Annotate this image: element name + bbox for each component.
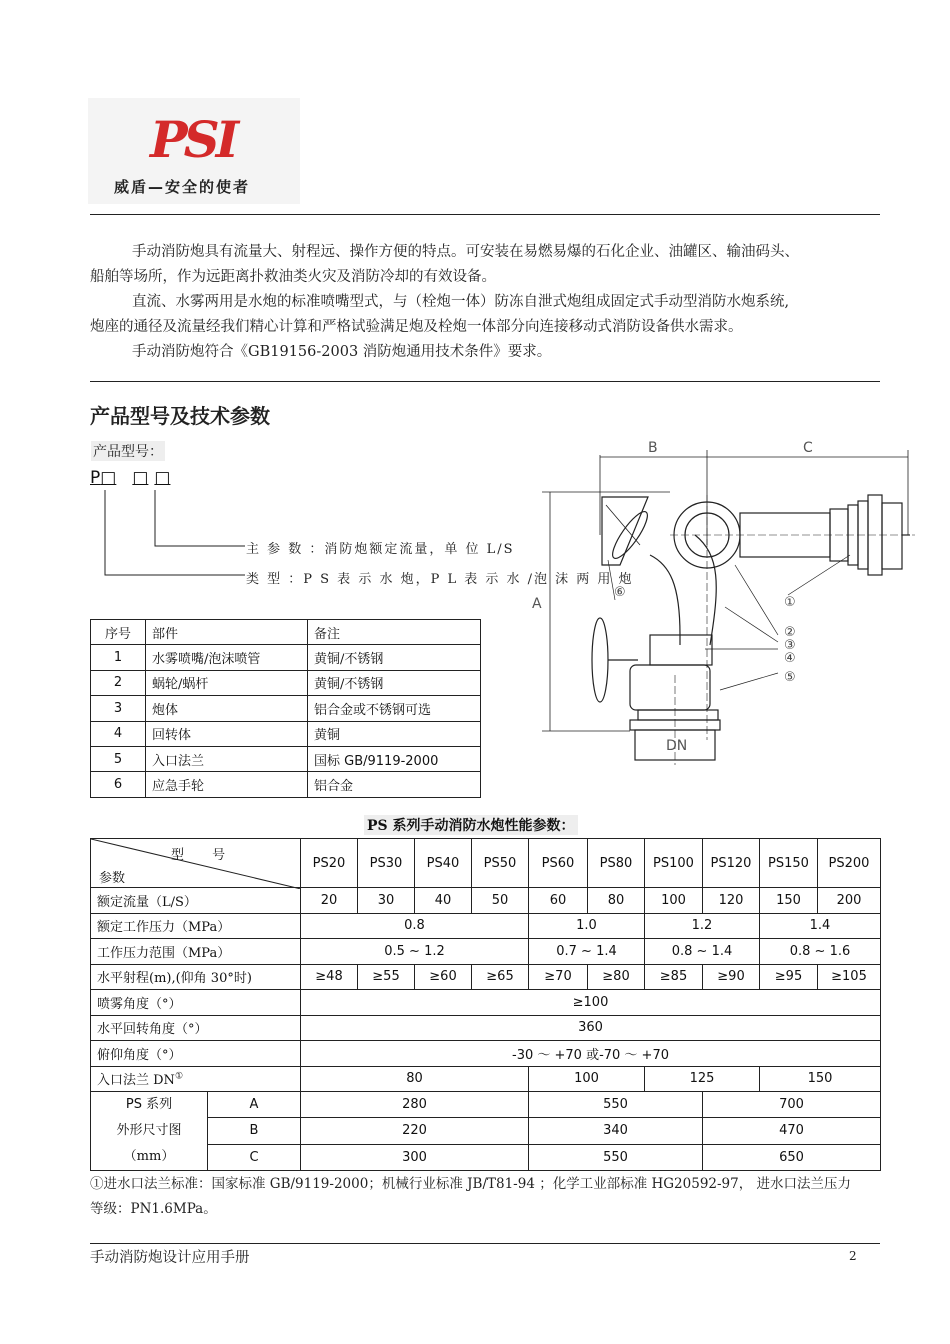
parts-cell: 黄铜/不锈钢 xyxy=(308,645,481,670)
model-header: PS120 xyxy=(703,839,760,888)
perf-cell: 0.8 xyxy=(301,913,529,939)
perf-cell: 80 xyxy=(588,888,645,914)
parts-cell: 3 xyxy=(91,696,146,721)
dims-label-line: 外形尺寸图 xyxy=(116,1123,182,1138)
intro-paragraph-3 xyxy=(90,340,880,365)
corner-bottom-label: 参数 xyxy=(99,871,126,886)
intro-paragraph-1 xyxy=(90,240,880,290)
model-header: PS200 xyxy=(818,839,881,888)
table-row xyxy=(91,939,881,965)
table-row xyxy=(91,964,881,990)
row-label: 俯仰角度（°） xyxy=(91,1041,301,1067)
model-header: PS20 xyxy=(301,839,358,888)
parts-cell: 国标 GB/9119-2000 xyxy=(308,746,481,771)
monitor-drawing xyxy=(520,435,920,765)
intro-line: 炮座的通径及流量经我们精心计算和严格试验满足炮及栓炮一体部分向连接移动式消防设备供水需求。 xyxy=(90,319,743,335)
model-header: PS80 xyxy=(588,839,645,888)
company-logo: PSI xyxy=(150,110,236,169)
footer-rule xyxy=(90,1243,880,1244)
perf-cell: 1.2 xyxy=(645,913,760,939)
table-row xyxy=(91,772,481,797)
parts-cell: 水雾喷嘴/泡沫喷管 xyxy=(146,645,308,670)
perf-cell: 470 xyxy=(703,1118,881,1144)
parts-header-row xyxy=(91,620,481,645)
model-code-box: □ xyxy=(154,468,171,488)
parts-cell: 黄铜/不锈钢 xyxy=(308,670,481,695)
callout-5: ⑤ xyxy=(784,670,796,685)
perf-cell: ≥95 xyxy=(760,964,818,990)
dim-label-c: C xyxy=(803,440,813,456)
header-rule xyxy=(90,214,880,215)
footer-title: 手动消防炮设计应用手册 xyxy=(90,1250,250,1266)
perf-cell: ≥85 xyxy=(645,964,703,990)
perf-cell: 280 xyxy=(301,1092,529,1118)
perf-cell: 0.5 ~ 1.2 xyxy=(301,939,529,965)
intro-paragraph-2 xyxy=(90,290,880,340)
parts-cell: 1 xyxy=(91,645,146,670)
perf-cell: 125 xyxy=(645,1066,760,1092)
parts-cell: 黄铜 xyxy=(308,721,481,746)
parts-header-cell: 部件 xyxy=(146,620,308,645)
dims-label-line: （mm） xyxy=(123,1149,175,1164)
table-row xyxy=(91,645,481,670)
perf-cell: 100 xyxy=(529,1066,645,1092)
model-header: PS50 xyxy=(472,839,529,888)
table-row xyxy=(91,1092,881,1118)
perf-cell: 0.8 ~ 1.4 xyxy=(645,939,760,965)
parts-cell: 6 xyxy=(91,772,146,797)
parts-header-cell: 序号 xyxy=(91,620,146,645)
perf-cell: ≥70 xyxy=(529,964,588,990)
perf-cell: ≥100 xyxy=(301,990,881,1016)
perf-cell: 150 xyxy=(760,1066,881,1092)
footnote xyxy=(90,1172,885,1222)
model-code-box: □ xyxy=(132,468,149,488)
perf-cell: 650 xyxy=(703,1144,881,1170)
perf-cell: ≥105 xyxy=(818,964,881,990)
perf-table xyxy=(90,838,881,1171)
perf-cell: 300 xyxy=(301,1144,529,1170)
table-row xyxy=(91,670,481,695)
row-label: 额定流量（L/S） xyxy=(91,888,301,914)
perf-corner-cell xyxy=(91,839,301,888)
parts-cell: 2 xyxy=(91,670,146,695)
parts-cell: 应急手轮 xyxy=(146,772,308,797)
callout-6: ⑥ xyxy=(614,585,626,600)
model-code-box: □ xyxy=(100,468,117,488)
perf-cell: ≥60 xyxy=(415,964,472,990)
dims-key: B xyxy=(208,1118,301,1144)
model-code-prefix: P xyxy=(90,468,101,488)
model-header: PS40 xyxy=(415,839,472,888)
perf-cell: 80 xyxy=(301,1066,529,1092)
row-label xyxy=(91,1066,301,1092)
perf-cell: 700 xyxy=(703,1092,881,1118)
perf-cell: 100 xyxy=(645,888,703,914)
table-row xyxy=(91,1041,881,1067)
dims-group-label xyxy=(91,1092,208,1171)
flange-label: 入口法兰 DN xyxy=(97,1073,175,1089)
intro-line: 船舶等场所，作为远距离扑救油类火灾及消防冷却的有效设备。 xyxy=(90,269,496,285)
footnote-marker: ① xyxy=(174,1071,184,1082)
perf-cell: ≥55 xyxy=(358,964,415,990)
perf-cell: 360 xyxy=(301,1015,881,1041)
parts-cell: 铝合金或不锈钢可选 xyxy=(308,696,481,721)
parts-cell: 炮体 xyxy=(146,696,308,721)
model-leader-lines xyxy=(95,488,255,578)
perf-table-title: PS 系列手动消防水炮性能参数： xyxy=(364,815,578,835)
parts-cell: 铝合金 xyxy=(308,772,481,797)
perf-cell: 20 xyxy=(301,888,358,914)
section-rule xyxy=(90,381,880,382)
parts-cell: 蜗轮/蜗杆 xyxy=(146,670,308,695)
perf-cell: ≥90 xyxy=(703,964,760,990)
table-row xyxy=(91,1118,881,1144)
parts-header-cell: 备注 xyxy=(308,620,481,645)
model-code xyxy=(90,468,170,488)
model-header: PS100 xyxy=(645,839,703,888)
dim-label-a: A xyxy=(532,596,542,612)
table-row xyxy=(91,1144,881,1170)
row-label: 额定工作压力（MPa） xyxy=(91,913,301,939)
table-row xyxy=(91,746,481,771)
table-row xyxy=(91,721,481,746)
parts-cell: 回转体 xyxy=(146,721,308,746)
row-label: 水平回转角度（°） xyxy=(91,1015,301,1041)
section-title: 产品型号及技术参数 xyxy=(90,404,270,428)
logo-slogan: 威盾—安全的使者 xyxy=(114,178,251,196)
perf-cell: ≥48 xyxy=(301,964,358,990)
perf-cell: 1.0 xyxy=(529,913,645,939)
model-header: PS30 xyxy=(358,839,415,888)
footnote-line: 等级：PN1.6MPa。 xyxy=(90,1201,217,1217)
parts-cell: 4 xyxy=(91,721,146,746)
footnote-line: ①进水口法兰标准：国家标准 GB/9119-2000；机械行业标准 JB/T81-94 ；化学工业部标准 HG20592-97， 进水口法兰压力 xyxy=(90,1176,852,1192)
perf-cell: 550 xyxy=(529,1144,703,1170)
row-label: 水平射程(m),(仰角 30°时) xyxy=(91,964,301,990)
callout-2: ② xyxy=(784,625,796,640)
intro-line: 手动消防炮具有流量大、射程远、操作方便的特点。可安装在易燃易爆的石化企业、油罐区、输油码头、 xyxy=(132,244,799,260)
dims-label-line: PS 系列 xyxy=(125,1097,173,1112)
dims-key: A xyxy=(208,1092,301,1118)
perf-cell: ≥65 xyxy=(472,964,529,990)
table-row xyxy=(91,696,481,721)
table-row xyxy=(91,1066,881,1092)
model-header: PS60 xyxy=(529,839,588,888)
perf-cell: 150 xyxy=(760,888,818,914)
type-annotation: 类 型 ：P S 表 示 水 炮，P L 表 示 水 /泡 沫 两 用 炮 xyxy=(246,572,634,587)
perf-cell: 40 xyxy=(415,888,472,914)
parts-cell: 入口法兰 xyxy=(146,746,308,771)
perf-header-row xyxy=(91,839,881,888)
perf-cell: -30 ～ +70 或-70 ～ +70 xyxy=(301,1041,881,1067)
callout-3: ③ xyxy=(784,638,796,653)
row-label: 工作压力范围（MPa） xyxy=(91,939,301,965)
perf-cell: 340 xyxy=(529,1118,703,1144)
model-label: 产品型号： xyxy=(91,441,165,461)
perf-cell: ≥80 xyxy=(588,964,645,990)
table-row xyxy=(91,1015,881,1041)
callout-4: ④ xyxy=(784,651,796,666)
model-header: PS150 xyxy=(760,839,818,888)
perf-cell: 50 xyxy=(472,888,529,914)
row-label: 喷雾角度（°） xyxy=(91,990,301,1016)
table-row xyxy=(91,888,881,914)
perf-cell: 60 xyxy=(529,888,588,914)
perf-cell: 0.7 ~ 1.4 xyxy=(529,939,645,965)
dim-label-b: B xyxy=(648,440,658,456)
table-row xyxy=(91,990,881,1016)
intro-line: 手动消防炮符合《GB19156-2003 消防炮通用技术条件》要求。 xyxy=(132,344,552,360)
perf-cell: 220 xyxy=(301,1118,529,1144)
dims-key: C xyxy=(208,1144,301,1170)
perf-cell: 30 xyxy=(358,888,415,914)
parts-table xyxy=(90,619,481,798)
perf-cell: 550 xyxy=(529,1092,703,1118)
perf-cell: 200 xyxy=(818,888,881,914)
dim-label-dn: DN xyxy=(666,738,688,754)
callout-1: ① xyxy=(784,595,796,610)
table-row xyxy=(91,913,881,939)
perf-cell: 120 xyxy=(703,888,760,914)
perf-cell: 1.4 xyxy=(760,913,881,939)
page-number: 2 xyxy=(849,1249,857,1263)
perf-cell: 0.8 ~ 1.6 xyxy=(760,939,881,965)
main-param-annotation: 主 参 数 ：消防炮额定流量，单 位 L/S xyxy=(246,542,515,557)
parts-cell: 5 xyxy=(91,746,146,771)
intro-line: 直流、水雾两用是水炮的标准喷嘴型式，与（栓炮一体）防冻自泄式炮组成固定式手动型消防水炮系统, xyxy=(132,294,790,310)
corner-top-label: 型 号 xyxy=(171,848,238,863)
